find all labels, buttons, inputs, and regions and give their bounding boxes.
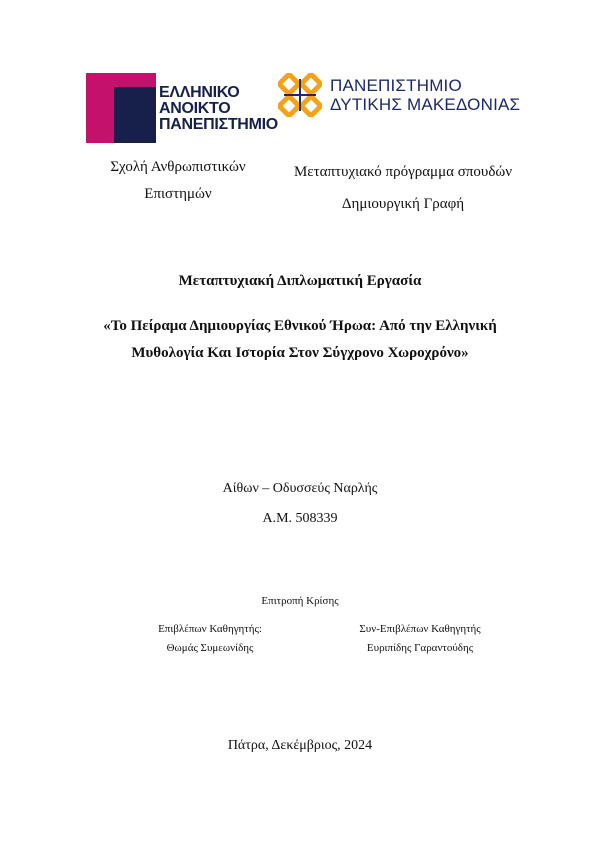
- committee-heading: Επιτροπή Κρίσης: [261, 595, 339, 607]
- program-line-2: Δημιουργική Γραφή: [341, 196, 465, 212]
- school-name: [80, 154, 276, 208]
- supervisor-label: Επιβλέπων Καθηγητής:: [158, 623, 262, 635]
- thesis-title-line-1: «Το Πείραμα Δημιουργίας Εθνικού Ήρωα: Από την Ελληνική: [103, 318, 497, 334]
- uowm-logo: [278, 73, 538, 119]
- place-date: Πάτρα, Δεκέμβριος, 2024: [227, 738, 373, 753]
- uowm-knot-icon: [278, 73, 322, 117]
- uowm-wordmark: [330, 76, 520, 114]
- school-line-2: Επιστημών: [144, 186, 212, 202]
- school-line-1: Σχολή Ανθρωπιστικών: [110, 159, 246, 175]
- student-id: Α.Μ. 508339: [262, 511, 338, 526]
- eap-logo: [86, 73, 278, 143]
- supervisor-name: Θωμάς Συμεωνίδης: [166, 642, 254, 654]
- program-line-1: Μεταπτυχιακό πρόγραμμα σπουδών: [293, 164, 513, 180]
- eap-line-1: ΕΛΛΗΝΙΚΟ: [159, 84, 240, 101]
- eap-emblem-icon: [86, 73, 156, 143]
- thesis-type: Μεταπτυχιακή Διπλωματική Εργασία: [178, 273, 422, 289]
- thesis-title: [30, 313, 570, 367]
- eap-wordmark: [159, 85, 278, 133]
- eap-line-2: ΑΝΟΙΚΤΟ: [159, 100, 231, 117]
- uowm-line-2: ΔΥΤΙΚΗΣ ΜΑΚΕΔΟΝΙΑΣ: [330, 95, 521, 114]
- author-name: Αίθων – Οδυσσεύς Ναρλής: [222, 481, 378, 496]
- uowm-line-1: ΠΑΝΕΠΙΣΤΗΜΙΟ: [330, 76, 462, 95]
- thesis-title-line-2: Μυθολογία Και Ιστορία Στον Σύγχρονο Χωροχρόνο»: [131, 345, 469, 361]
- eap-line-3: ΠΑΝΕΠΙΣΤΗΜΙΟ: [159, 116, 278, 133]
- co-supervisor-label: Συν-Επιβλέπων Καθηγητής: [359, 623, 481, 635]
- co-supervisor-name: Ευριπίδης Γαραντούδης: [366, 642, 474, 654]
- program-name: [278, 156, 528, 220]
